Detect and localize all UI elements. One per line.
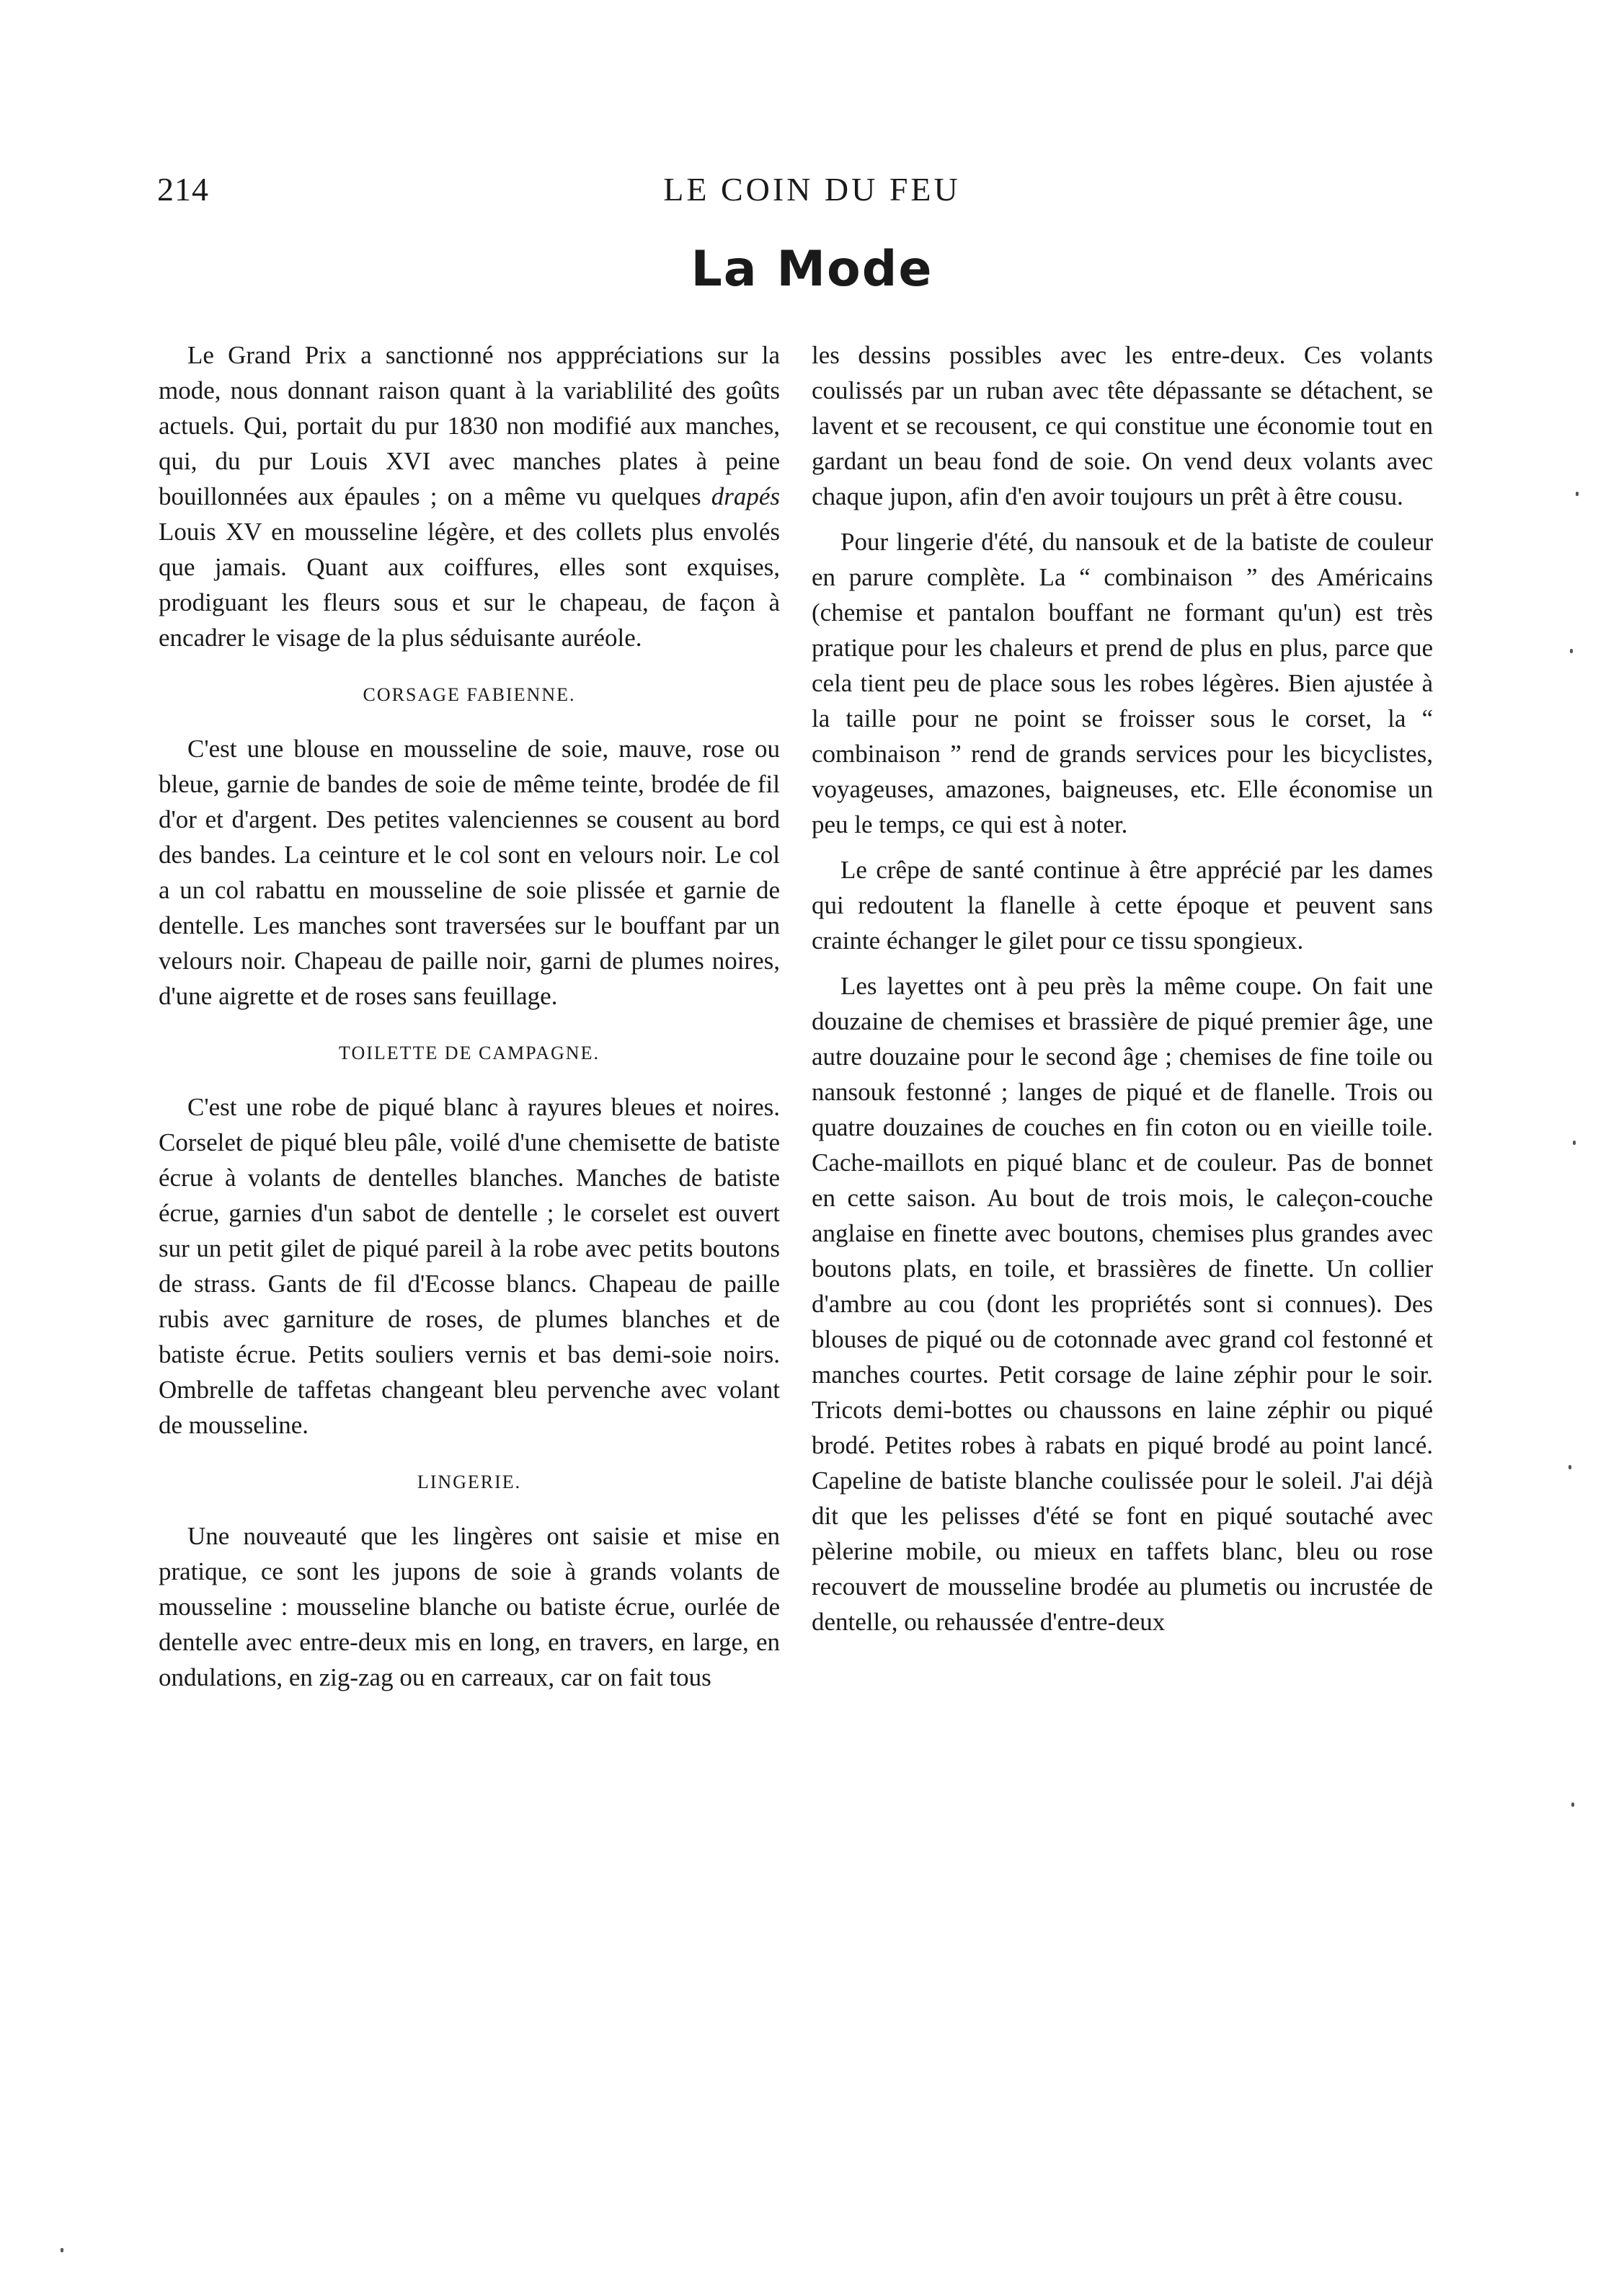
intro-italic-term: drapés	[711, 482, 780, 510]
lingerie-paragraph: Une nouveauté que les lingères ont saisie et mise en pratique, ce sont les jupons de soie à grands volants de mousseline : mousseline blanche ou batiste écrue, ourlée de dentelle avec entre-deux mis en long, en travers, en large, en ondulations, en zig-zag ou en carreaux, car on fait tous	[159, 1522, 780, 1691]
intro-text-end: Louis XV en mousseline légère, et des collets plus envolés que jamais. Quant aux coiffures, elles sont exquises, prodiguant les fleurs sous et sur le chapeau, de façon à encadrer le visage de la plus séduisante auréole.	[159, 518, 780, 652]
continued-paragraph: les dessins possibles avec les entre-deux. Ces volants coulissés par un ruban avec tête dépassante se détachent, se lavent et se recousent, ce qui constitue une économie tout en gardant un beau fond de soie. On vend deux volants avec chaque jupon, afin d'en avoir toujours un prêt à être cousu.	[812, 341, 1433, 510]
margin-speck	[1568, 1465, 1571, 1469]
corsage-paragraph: C'est une blouse en mousseline de soie, mauve, rose ou bleue, garnie de bandes de soie de même teinte, brodée de fil d'or et d'argent. Des petites valenciennes se cousent au bord des bandes. La ceinture et le col sont en velours noir. Le col a un col rabattu en mousseline de soie plissée et garnie de dentelle. Les manches sont traversées sur le bouffant par un velours noir. Chapeau de paille noir, garni de plumes noires, d'une aigrette et de roses sans feuillage.	[159, 735, 780, 1010]
crepe-sante-paragraph: Le crêpe de santé continue à être apprécié par les dames qui redoutent la flanelle à cette époque et peuvent sans crainte échanger le gilet pour ce tissu spongieux.	[812, 856, 1433, 955]
intro-text-start: Le Grand Prix a sanctionné nos apppréciations sur la mode, nous donnant raison quant à la variablilité des goûts actuels. Qui, portait du pur 1830 non modifié aux manches, qui, du pur Louis XVI avec manches plates à peine bouillonnées aux épaules ; on a même vu quelques	[159, 341, 780, 510]
right-column	[812, 337, 1433, 1650]
section-heading-lingerie: LINGERIE.	[417, 1472, 522, 1492]
margin-speck	[61, 2248, 63, 2252]
lingerie-ete-paragraph: Pour lingerie d'été, du nansouk et de la batiste de couleur en parure complète. La “ combinaison ” des Américains (chemise et pantalon bouffant ne formant qu'un) est très pratique pour les chaleurs et prend de plus en plus, parce que cela tient peu de place sous les robes légères. Bien ajustée à la taille pour ne point se froisser sous le corset, la “ combinaison ” rend de grands services pour les bicyclistes, voyageuses, amazones, baigneuses, etc. Elle économise un peu le temps, ce qui est à noter.	[812, 528, 1433, 838]
section-heading-corsage: CORSAGE FABIENNE.	[363, 684, 576, 705]
margin-speck	[1576, 492, 1579, 496]
toilette-paragraph: C'est une robe de piqué blanc à rayures bleues et noires. Corselet de piqué bleu pâle, voilé d'une chemisette de batiste écrue à volants de dentelles blanches. Manches de batiste écrue, garnies d'un sabot de dentelle ; le corselet est ouvert sur un petit gilet de piqué pareil à la robe avec petits boutons de strass. Gants de fil d'Ecosse blancs. Chapeau de paille rubis avec garniture de roses, de plumes blanches et de batiste écrue. Petits souliers vernis et bas demi-soie noirs. Ombrelle de taffetas changeant bleu pervenche avec volant de mousseline.	[159, 1093, 780, 1439]
article-title: La Mode	[691, 241, 933, 298]
intro-paragraph	[159, 337, 780, 655]
margin-speck	[1571, 1802, 1574, 1807]
running-title: LE COIN DU FEU	[663, 171, 961, 208]
section-heading-toilette: TOILETTE DE CAMPAGNE.	[339, 1043, 600, 1063]
layettes-paragraph: Les layettes ont à peu près la même coupe. On fait une douzaine de chemises et brassière de piqué premier âge, une autre douzaine pour le second âge ; chemises de fine toile ou nansouk festonné ; langes de piqué et de flanelle. Trois ou quatre douzaines de couches en fin coton ou en vieille toile. Cache-maillots en piqué blanc et de couleur. Pas de bonnet en cette saison. Au bout de trois mois, le caleçon-couche anglaise en finette avec boutons, chemises plus grandes avec boutons plats, en toile, et brassières de finette. Un collier d'ambre au cou (dont les propriétés sont si connues). Des blouses de piqué ou de cotonnade avec grand col festonné et manches courtes. Petit corsage de laine zéphir pour le soir. Tricots demi-bottes ou chaussons en laine zéphir ou piqué brodé. Petites robes à rabats en piqué brodé au point lancé. Capeline de batiste blanche coulissée pour le soleil. J'ai déjà dit que les pelisses d'été se font en piqué soutaché avec pèlerine mobile, ou mieux en taffets blanc, bleu ou rose recouvert de mousseline brodée au plumetis ou incrustée de dentelle, ou rehaussée d'entre-deux	[812, 972, 1433, 1636]
margin-speck	[1573, 1141, 1576, 1145]
page-number: 214	[157, 171, 209, 208]
margin-speck	[1570, 649, 1573, 653]
left-column	[159, 337, 780, 1705]
